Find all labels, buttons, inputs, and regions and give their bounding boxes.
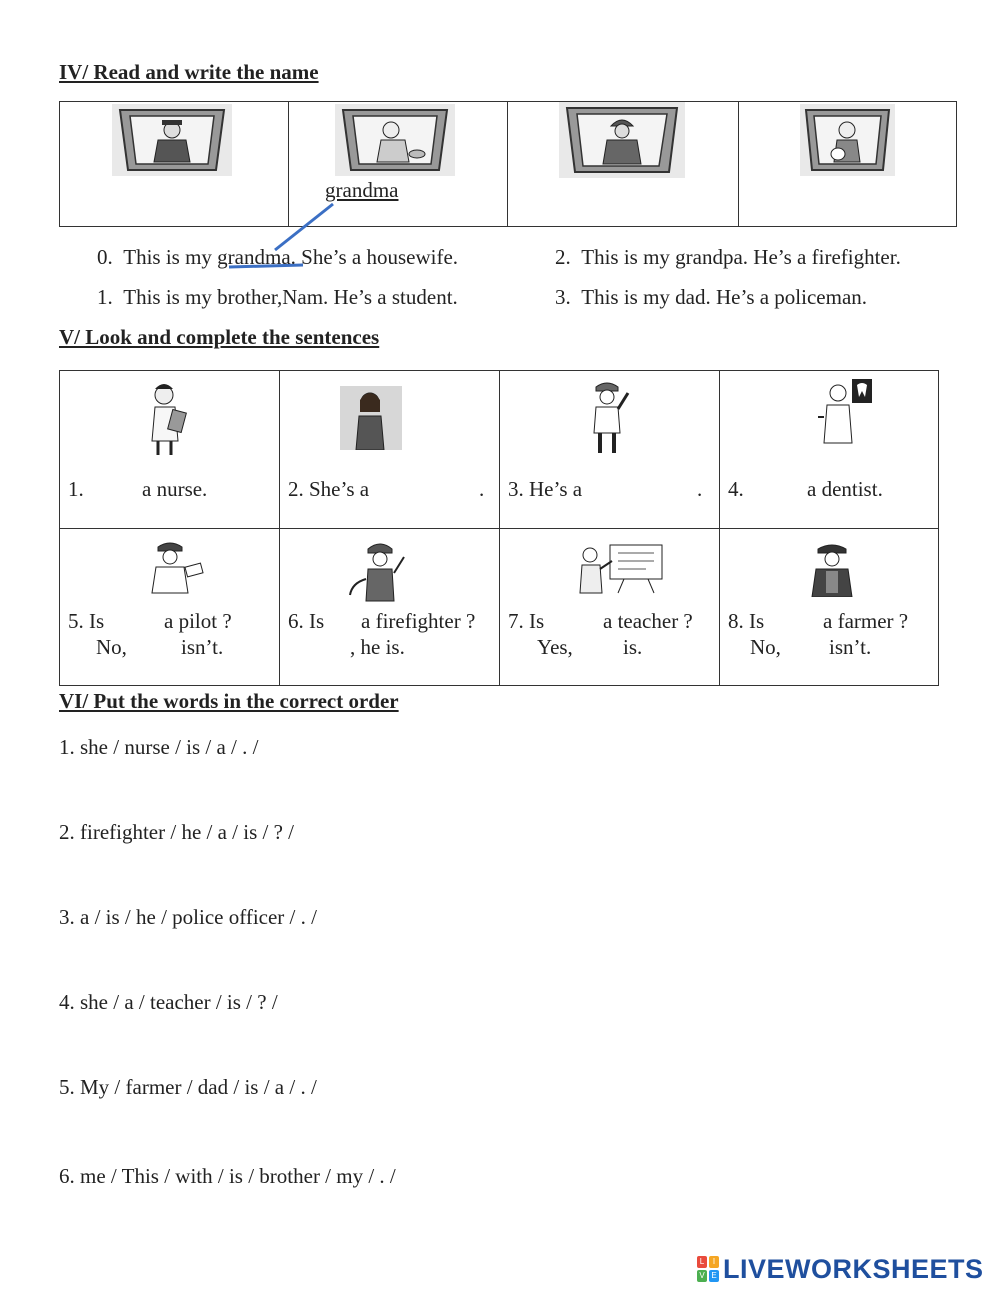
example-answer: grandma [325,178,399,202]
cell7-l2a: Yes, [537,635,573,659]
cell7-l1b: a teacher ? [603,609,693,633]
cell2-start: 2. She’s a [288,477,370,501]
cell5-l2a: No, [96,635,127,659]
sentence-0: 0. This is my grandma. She’s a housewife. [97,245,459,269]
pilot-picture [138,539,208,595]
cell8-l1a: 8. Is [728,609,765,633]
order-item-5: 5. My / farmer / dad / is / a / . / [59,1075,317,1099]
cell5-l2b: isn’t. [181,635,224,659]
sentence-2: 2. This is my grandpa. He’s a firefighter. [555,245,901,269]
sentence-3: 3. This is my dad. He’s a policeman. [555,285,868,309]
cell3-start: 3. He’s a [508,477,583,501]
housewife-picture [335,104,455,176]
order-item-3: 3. a / is / he / police officer / . / [59,905,317,929]
cell6-l2b: , he is. [350,635,405,659]
cell8-l2b: isn’t. [829,635,872,659]
cell5-l1b: a pilot ? [164,609,232,633]
nurse-picture [142,381,192,457]
student-picture [800,104,895,176]
order-item-1: 1. she / nurse / is / a / . / [59,735,259,759]
firefighter-cell-picture [344,539,414,603]
sentence-1: 1. This is my brother,Nam. He’s a student. [97,285,458,309]
cell3-end: . [697,477,703,501]
cell5-l1a: 5. Is [68,609,105,633]
logo-text: LIVEWORKSHEETS [723,1253,984,1284]
dentist-picture [814,377,876,445]
cell1-rest: a nurse. [142,477,208,501]
farmer-picture [802,541,862,597]
order-item-6: 6. me / This / with / is / brother / my / . / [59,1164,396,1188]
cell7-l2b: is. [623,635,643,659]
sentence-grid [59,370,939,686]
logo-mark-icon: L I V E [697,1256,719,1282]
section6-heading: VI/ Put the words in the correct order [59,689,399,713]
singer-picture [340,386,402,450]
section5-heading: V/ Look and complete the sentences [59,325,380,349]
firefighter-picture [559,102,685,178]
cell4-num: 4. [728,477,744,501]
cell6-l1b: a firefighter ? [361,609,476,633]
section4-heading: IV/ Read and write the name [59,60,319,84]
cell8-l2a: No, [750,635,781,659]
cell1-num: 1. [68,477,84,501]
teacher-picture [574,543,668,595]
cell2-end: . [479,477,485,501]
policeman-picture [112,104,232,176]
cell8-l1b: a farmer ? [823,609,909,633]
order-item-2: 2. firefighter / he / a / is / ? / [59,820,295,844]
liveworksheets-logo [697,1252,984,1286]
cell4-rest: a dentist. [807,477,883,501]
police-officer-picture [576,377,638,455]
order-item-4: 4. she / a / teacher / is / ? / [59,990,278,1014]
picture-table [59,101,957,227]
cell7-l1a: 7. Is [508,609,545,633]
cell6-l1a: 6. Is [288,609,325,633]
